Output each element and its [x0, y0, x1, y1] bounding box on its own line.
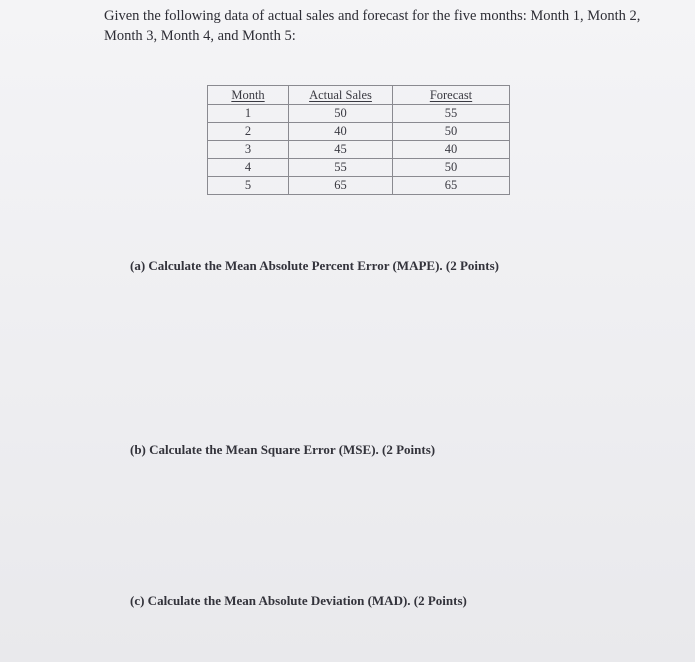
cell-actual-sales: 45: [289, 141, 393, 159]
cell-actual-sales: 65: [289, 177, 393, 195]
table-row: [208, 123, 510, 141]
table-header-row: [208, 86, 510, 105]
sales-forecast-table: [207, 85, 510, 195]
cell-forecast: 50: [393, 123, 510, 141]
header-month: Month: [208, 86, 289, 105]
cell-forecast: 50: [393, 159, 510, 177]
cell-month: 1: [208, 105, 289, 123]
table-row: [208, 105, 510, 123]
cell-forecast: 40: [393, 141, 510, 159]
table-row: [208, 177, 510, 195]
cell-actual-sales: 55: [289, 159, 393, 177]
table-row: [208, 159, 510, 177]
question-b-mse: (b) Calculate the Mean Square Error (MSE). (2 Points): [130, 442, 436, 457]
cell-month: 4: [208, 159, 289, 177]
table-row: [208, 141, 510, 159]
cell-actual-sales: 40: [289, 123, 393, 141]
cell-month: 2: [208, 123, 289, 141]
cell-month: 3: [208, 141, 289, 159]
question-a-mape: (a) Calculate the Mean Absolute Percent Error (MAPE). (2 Points): [130, 258, 499, 273]
cell-forecast: 65: [393, 177, 510, 195]
question-c-mad: (c) Calculate the Mean Absolute Deviation (MAD). (2 Points): [130, 593, 467, 608]
cell-month: 5: [208, 177, 289, 195]
header-forecast: Forecast: [393, 86, 510, 105]
problem-intro: Given the following data of actual sales and forecast for the five months: Month 1, Month 2, Month 3, Month 4, and Month 5:: [104, 8, 641, 44]
header-actual-sales: Actual Sales: [289, 86, 393, 105]
cell-forecast: 55: [393, 105, 510, 123]
cell-actual-sales: 50: [289, 105, 393, 123]
